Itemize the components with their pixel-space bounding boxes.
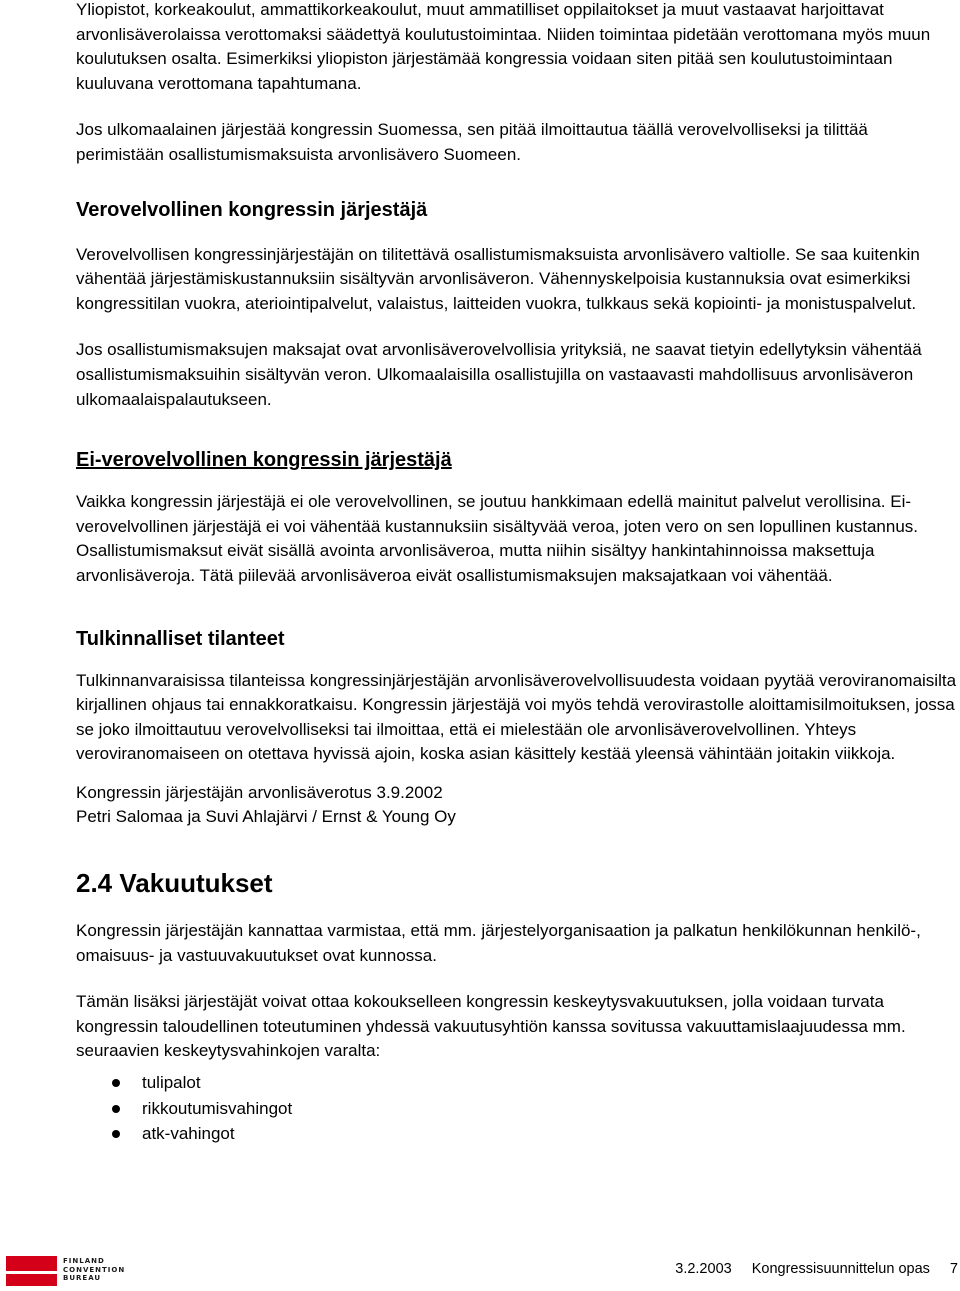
paragraph-interruption-insurance: Tämän lisäksi järjestäjät voivat ottaa kokoukselleen kongressin keskeytysvakuutuksen, jolla voidaan turvata kongressin taloudellinen toteutuminen yhdessä vakuutusyhtiön kanssa sovitussa vakuuttamislaajuudessa mm. seuraavien keskeytysvahinkojen varalta: xyxy=(76,992,906,1061)
bullet-item: rikkoutumisvahingot xyxy=(76,1096,960,1122)
paragraph-intro: Yliopistot, korkeakoulut, ammattikorkeakoulut, muut ammatilliset oppilaitokset ja muut vastaavat harjoittavat arvonlisäverolaissa verottomaksi säädettyä koulutustoimintaa. Niiden toimintaa pidetään verottomana myös muun koulutuksen osalta. Esimerkiksi yliopiston järjestämää kongressia voidaan siten pitää sen koulutustoimintaan kuuluvana verottomana tapahtumana. xyxy=(76,0,931,93)
page-footer xyxy=(0,1252,960,1288)
paragraph-foreign-organizer: Jos ulkomaalainen järjestää kongressin Suomessa, sen pitää ilmoittautua täällä verovelvolliseksi ja tilittää perimistään osallistumismaksuista arvonlisävero Suomeen. xyxy=(76,120,868,164)
logo-text: FINLAND CONVENTION BUREAU xyxy=(63,1257,126,1282)
footer-doc-title: Kongressisuunnittelun opas xyxy=(751,1261,930,1277)
paragraph-insurance-check: Kongressin järjestäjän kannattaa varmistaa, että mm. järjestelyorganisaation ja palkatun henkilökunnan henkilö-, omaisuus- ja vastuuvakuutukset ovat kunnossa. xyxy=(76,921,921,965)
heading-interpretive-situations: Tulkinnalliset tilanteet xyxy=(76,627,285,650)
source-line-1: Kongressin järjestäjän arvonlisäverotus 3.9.2002 xyxy=(76,782,443,802)
paragraph-participant-deduction: Jos osallistumismaksujen maksajat ovat arvonlisäverovelvollisia yrityksiä, ne saavat tietyin edellytyksin vähentää osallistumismaksuihin sisältyvän veron. Ulkomaalaisilla osallistujilla on vastaavasti mahdollisuus arvonlisäveron ulkomaalaispalautukseen. xyxy=(76,340,922,409)
bullet-list-damages xyxy=(76,1070,960,1147)
footer-info xyxy=(675,1261,958,1277)
paragraph-non-taxable-organizer: Vaikka kongressin järjestäjä ei ole verovelvollinen, se joutuu hankkimaan edellä mainitut palvelut verollisina. Ei-verovelvollinen järjestäjä ei voi vähentää kustannuksiin sisältyvää veroa, joten vero on sen lopullinen kustannus. Osallistumismaksut eivät sisällä avointa arvonlisäveroa, mutta niihin sisältyy hankintahinnoissa maksettuja arvonlisäveroja. Tätä piilevää arvonlisäveroa eivät osallistumismaksujen maksajatkaan voi vähentää. xyxy=(76,492,918,585)
footer-page-number: 7 xyxy=(949,1261,958,1277)
paragraph-taxable-organizer: Verovelvollisen kongressinjärjestäjän on tilitettävä osallistumismaksuista arvonlisävero valtiolle. Se saa kuitenkin vähentää järjestämiskustannuksiin sisältyvän arvonlisäveron. Vähennyskelpoisia kustannuksia ovat esimerkiksi kongressitilan vuokra, ateriointipalvelut, valaistus, laitteiden vuokra, tulkkaus sekä kopiointi- ja monistuspalvelut. xyxy=(76,244,920,313)
heading-taxable-organizer: Verovelvollinen kongressin järjestäjä xyxy=(76,198,428,221)
source-line-2: Petri Salomaa ja Suvi Ahlajärvi / Ernst & Young Oy xyxy=(76,807,456,827)
logo-white-stripe xyxy=(6,1271,57,1274)
bullet-item: tulipalot xyxy=(76,1070,960,1096)
paragraph-interpretive-situations: Tulkinnanvaraisissa tilanteissa kongressinjärjestäjän arvonlisäverovelvollisuudesta voidaan pyytää veroviranomaisilta kirjallinen ohjaus tai ennakkoratkaisu. Kongressin järjestäjä voi myös tehdä verovirastolle aloittamisilmoituksen, jossa se joko ilmoittautuu verovelvolliseksi tai ilmoittaa, että ei mielestään ole arvonlisäverovelvollinen. Yhteys veroviranomaiseen on otettava hyvissä ajoin, koska asian käsittely kestää yleensä vähintään joitakin viikkoja. xyxy=(76,670,957,764)
finland-convention-bureau-logo xyxy=(6,1256,126,1286)
heading-non-taxable-organizer: Ei-verovelvollinen kongressin järjestäjä xyxy=(76,449,452,472)
bullet-item: atk-vahingot xyxy=(76,1121,960,1147)
footer-date: 3.2.2003 xyxy=(675,1261,732,1277)
section-heading-insurance: 2.4 Vakuutukset xyxy=(76,868,273,899)
document-page xyxy=(76,0,960,1147)
